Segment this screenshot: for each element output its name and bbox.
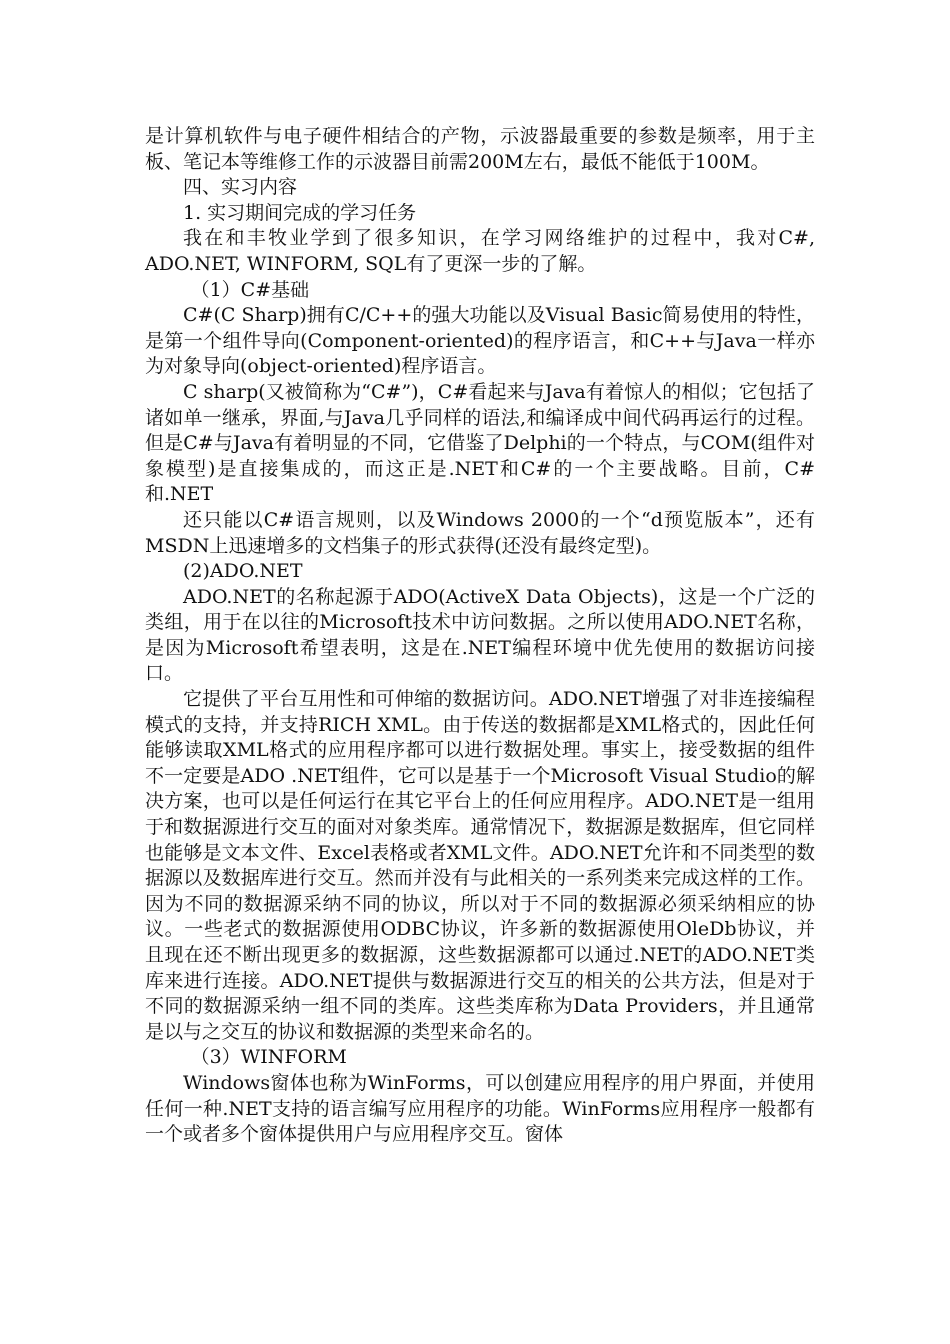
- csharp-paragraph-3: 还只能以C#语言规则，以及Windows 2000的一个“d预览版本”，还有MSDN上迅速增多的文档集子的形式获得(还没有最终定型)。: [145, 508, 815, 557]
- overview-paragraph: 我在和丰牧业学到了很多知识，在学习网络维护的过程中，我对C#, ADO.NET, WINFORM, SQL有了更深一步的了解。: [145, 227, 815, 275]
- adonet-heading: (2)ADO.NET: [183, 560, 303, 583]
- subsection-heading: 1. 实习期间完成的学习任务: [183, 201, 417, 224]
- document-page: [145, 124, 815, 1148]
- section-heading: 四、实习内容: [183, 176, 298, 199]
- intro-paragraph: 是计算机软件与电子硬件相结合的产物，示波器最重要的参数是频率，用于主板、笔记本等维修工作的示波器目前需200M左右，最低不能低于100M。: [145, 125, 815, 173]
- adonet-paragraph-1: ADO.NET的名称起源于ADO(ActiveX Data Objects)，这是一个广泛的类组，用于在以往的Microsoft技术中访问数据。之所以使用ADO.NET名称，是因为Microsoft希望表明，这是在.NET编程环境中优先使用的数据访问接口。: [145, 585, 815, 685]
- csharp-paragraph-1: C#(C Sharp)拥有C/C++的强大功能以及Visual Basic简易使用的特性，是第一个组件导向(Component-oriented)的程序语言，和C++与Java一样亦为对象导向(object-oriented)程序语言。: [145, 304, 815, 378]
- csharp-paragraph-2: C sharp(又被简称为“C#”)，C#看起来与Java有着惊人的相似；它包括了诸如单一继承，界面,与Java几乎同样的语法,和编译成中间代码再运行的过程。但是C#与Java有着明显的不同，它借鉴了Delphi的一个特点，与COM(组件对象模型)是直接集成的，而这正是.NET和C#的一个主要战略。目前，C#和.NET: [145, 380, 815, 506]
- adonet-paragraph-2: 它提供了平台互用性和可伸缩的数据访问。ADO.NET增强了对非连接编程模式的支持，并支持RICH XML。由于传送的数据都是XML格式的，因此任何能够读取XML格式的应用程序都可以进行数据处理。事实上，接受数据的组件不一定要是ADO .NET组件，它可以是基于一个Microsoft Visual Studio的解决方案，也可以是任何运行在其它平台上的任何应用程序。ADO.NET是一组用于和数据源进行交互的面对对象类库。通常情况下，数据源是数据库，但它同样也能够是文本文件、Excel表格或者XML文件。ADO.NET允许和不同类型的数据源以及数据库进行交互。然而并没有与此相关的一系列类来完成这样的工作。因为不同的数据源采纳不同的协议，所以对于不同的数据源必须采纳相应的协议。一些老式的数据源使用ODBC协议，许多新的数据源使用OleDb协议，并且现在还不断出现更多的数据源，这些数据源都可以通过.NET的ADO.NET类库来进行连接。ADO.NET提供与数据源进行交互的相关的公共方法，但是对于不同的数据源采纳一组不同的类库。这些类库称为Data Providers，并且通常是以与之交互的协议和数据源的类型来命名的。: [145, 688, 815, 1043]
- csharp-heading: （1）C#基础: [190, 278, 310, 301]
- winform-heading: （3）WINFORM: [190, 1046, 347, 1069]
- winform-paragraph-1: Windows窗体也称为WinForms，可以创建应用程序的用户界面，并使用任何一种.NET支持的语言编写应用程序的功能。WinForms应用程序一般都有一个或者多个窗体提供用户与应用程序交互。窗体: [145, 1071, 815, 1146]
